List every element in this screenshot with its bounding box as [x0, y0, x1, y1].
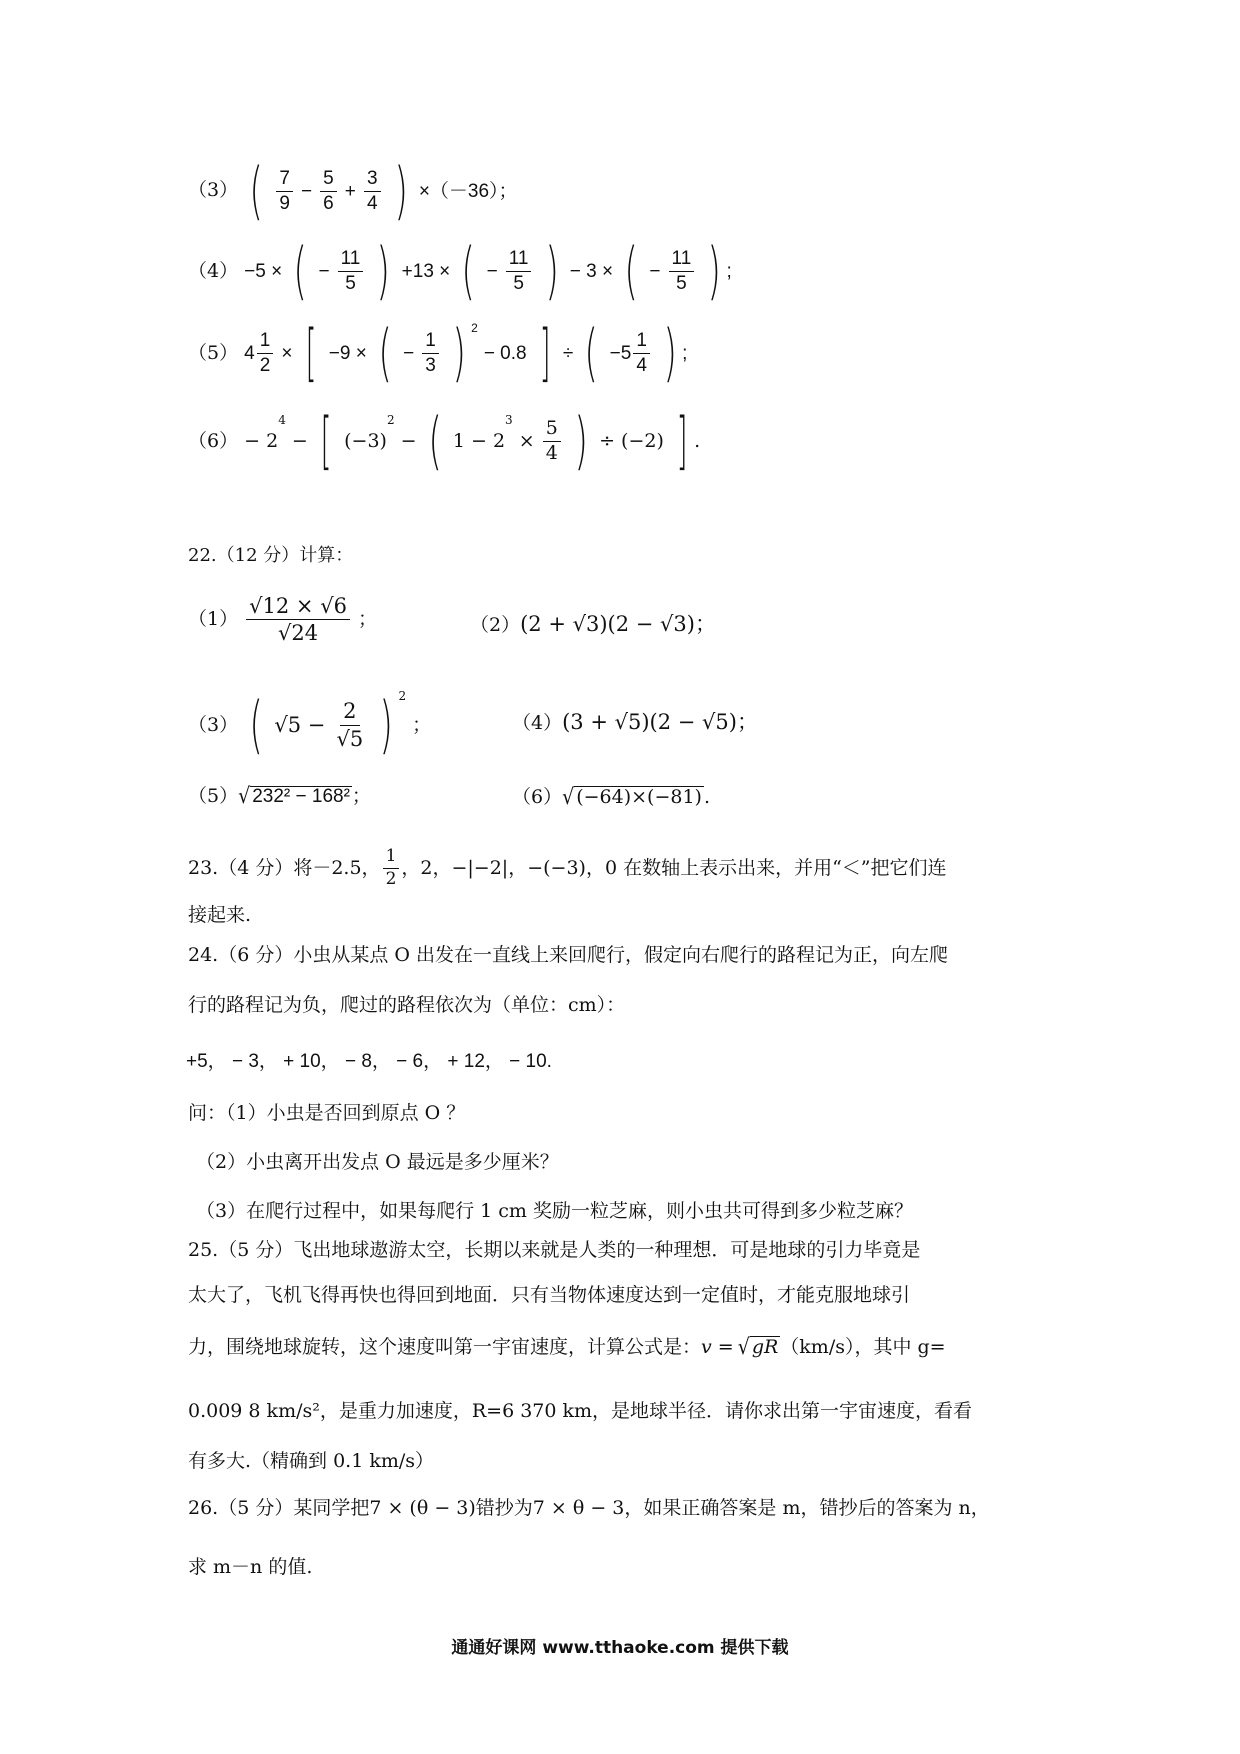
right-paren: )	[574, 404, 588, 477]
right-paren: )	[707, 234, 722, 307]
q21-part6	[188, 404, 701, 477]
minus-sign: −	[486, 260, 498, 282]
left-paren: (	[249, 688, 263, 761]
left-paren: (	[461, 234, 476, 307]
left-bracket: [	[305, 316, 317, 389]
fraction: $\frac{11}{5}$	[506, 249, 532, 294]
semicolon: ;	[682, 342, 688, 364]
right-paren: )	[663, 316, 677, 389]
left-paren: (	[624, 234, 638, 307]
exponent: 4	[278, 413, 286, 427]
q23-line1	[188, 848, 947, 889]
semicolon: ；	[351, 785, 371, 807]
fraction: $\frac{5}{4}$	[543, 419, 561, 464]
expression: (3 + √5)(2 − √5)；	[562, 710, 758, 734]
q22-part6	[512, 786, 710, 808]
minus-sign: −	[400, 429, 417, 452]
text: 23.（4 分）将－2.5，	[188, 856, 381, 879]
right-paren: )	[376, 234, 391, 307]
part-label: （6）	[188, 429, 239, 452]
text: （km/s），其中 g=	[780, 1336, 946, 1358]
q25-line2: 太大了，飞机飞得再快也得回到地面．只有当物体速度达到一定值时，才能克服地球引	[188, 1284, 911, 1306]
q24-line6: （3）在爬行过程中，如果每爬行 1 cm 奖励一粒芝麻，则小虫共可得到多少粒芝麻？	[196, 1200, 913, 1222]
period: .	[694, 429, 701, 452]
fraction: $\frac{1}{4}$	[633, 331, 650, 376]
q22-part2	[470, 614, 716, 635]
divide-sign: ÷	[562, 342, 574, 364]
part-label: （6）	[512, 786, 563, 808]
minus-sign: −	[403, 342, 415, 364]
expression-tail: ×（－36）；	[418, 180, 518, 202]
right-paren: )	[544, 234, 559, 307]
q24-line4: 问：（1）小虫是否回到原点 O ？	[188, 1102, 466, 1124]
q22-part4	[512, 712, 758, 733]
term: −9 ×	[328, 342, 367, 364]
left-paren: (	[378, 316, 392, 389]
variable: v =	[701, 1336, 734, 1358]
fraction: $\frac{7}{9}$	[276, 169, 293, 214]
q21-part5	[188, 316, 688, 389]
fraction: $\frac{1}{3}$	[422, 331, 439, 376]
term: (−3)	[344, 429, 387, 452]
part-label: （3）	[188, 179, 239, 201]
q23-line2: 接起来.	[188, 904, 252, 926]
q22-heading: 22.（12 分）计算：	[188, 545, 354, 566]
fraction: $\frac{5}{6}$	[320, 169, 337, 214]
q24-line1: 24.（6 分）小虫从某点 O 出发在一直线上来回爬行，假定向右爬行的路程记为正，向左爬	[188, 944, 949, 966]
whole-number: −5	[609, 342, 632, 364]
q22-part5	[188, 783, 371, 809]
semicolon: ；	[357, 608, 377, 631]
q26-line1: 26.（5 分）某同学把7 × (θ − 3)错抄为7 × θ − 3，如果正确答案是 m，错抄后的答案为 n，	[188, 1497, 990, 1519]
fraction: $\frac{1}{2}$	[383, 848, 400, 889]
semicolon: ;	[726, 260, 732, 282]
text: 力，围绕地球旋转，这个速度叫第一宇宙速度，计算公式是：	[188, 1336, 702, 1358]
exponent: 2	[386, 413, 395, 427]
term: +13 ×	[401, 260, 451, 282]
q24-line5: （2）小虫离开出发点 O 最远是多少厘米？	[196, 1151, 559, 1173]
right-paren: )	[394, 154, 408, 227]
times-sign: ×	[518, 429, 535, 452]
q25-line4: 0.009 8 km/s²，是重力加速度，R=6 370 km，是地球半径．请你求出第一宇宙速度，看看	[188, 1400, 973, 1422]
part-label: （5）	[188, 785, 239, 807]
q25-line1: 25.（5 分）飞出地球遨游太空，长期以来就是人类的一种理想．可是地球的引力毕竟是	[188, 1239, 921, 1261]
semicolon: ；	[412, 713, 432, 736]
right-paren: )	[379, 688, 394, 761]
radical-sign: √	[562, 784, 575, 810]
left-paren: (	[584, 316, 599, 389]
part-label: （4）	[188, 259, 239, 282]
term: −5 ×	[244, 260, 283, 282]
radicand: 232² − 168²	[252, 786, 350, 807]
left-paren: (	[249, 154, 263, 227]
minus-sign: −	[649, 260, 661, 282]
plus-sign: +	[344, 180, 356, 202]
term: − 0.8	[483, 342, 527, 364]
exponent: 2	[398, 689, 407, 703]
q21-part3	[188, 154, 518, 227]
q24-line2: 行的路程记为负，爬过的路程依次为（单位：cm）：	[188, 994, 626, 1016]
radical-sign: √	[238, 783, 251, 809]
part-label: （3）	[188, 713, 239, 736]
times-sign: ×	[281, 342, 293, 364]
period: .	[703, 786, 711, 808]
left-paren: (	[293, 234, 307, 307]
fraction: $\frac{2}{√5}$	[336, 699, 364, 751]
radicand: (−64)×(−81)	[576, 786, 702, 808]
q22-part1	[188, 595, 377, 644]
term: − 3 ×	[569, 260, 614, 282]
q21-part4	[188, 234, 732, 307]
right-bracket: ]	[676, 404, 688, 477]
whole-number: 4	[244, 342, 255, 364]
left-bracket: [	[320, 404, 332, 477]
part-label: （5）	[188, 341, 239, 364]
radical-sign: √	[737, 1334, 750, 1360]
fraction: $\frac{11}{5}$	[338, 249, 364, 294]
q25-line5: 有多大.（精确到 0.1 km/s）	[188, 1450, 435, 1472]
term: 1 − 2	[452, 429, 506, 452]
minus-sign: −	[301, 180, 313, 202]
expression: (2 + √3)(2 − √3)；	[520, 612, 716, 636]
term: √5 −	[274, 712, 326, 737]
fraction: $\frac{3}{4}$	[364, 169, 381, 214]
right-bracket: ]	[539, 316, 551, 389]
minus-sign: −	[318, 260, 330, 282]
fraction: $\frac{1}{2}$	[257, 331, 274, 376]
part-label: （4）	[512, 712, 563, 734]
term: ÷ (−2)	[599, 429, 664, 452]
exponent: 3	[505, 413, 513, 427]
text: ，2，−|−2|，−(−3)，0 在数轴上表示出来，并用“＜”把它们连	[401, 856, 947, 879]
part-label: （2）	[470, 614, 521, 636]
radicand: gR	[751, 1336, 779, 1358]
left-paren: (	[428, 404, 442, 477]
q26-line2: 求 m－n 的值.	[188, 1556, 313, 1578]
q24-line3: +5， − 3， + 10， − 8， − 6， + 12， − 10.	[186, 1051, 552, 1072]
fraction: $\frac{11}{5}$	[669, 249, 695, 294]
page-footer: 通通好课网 www.tthaoke.com 提供下载	[451, 1638, 789, 1658]
q22-part3	[188, 688, 432, 761]
fraction: $\frac{√12 \times √6}{√24}$	[246, 595, 350, 644]
part-label: （1）	[188, 608, 239, 631]
q25-line3	[188, 1336, 946, 1358]
term: − 2	[244, 429, 279, 452]
exponent: 2	[471, 321, 478, 335]
minus-sign: −	[291, 429, 308, 452]
right-paren: )	[452, 316, 466, 389]
